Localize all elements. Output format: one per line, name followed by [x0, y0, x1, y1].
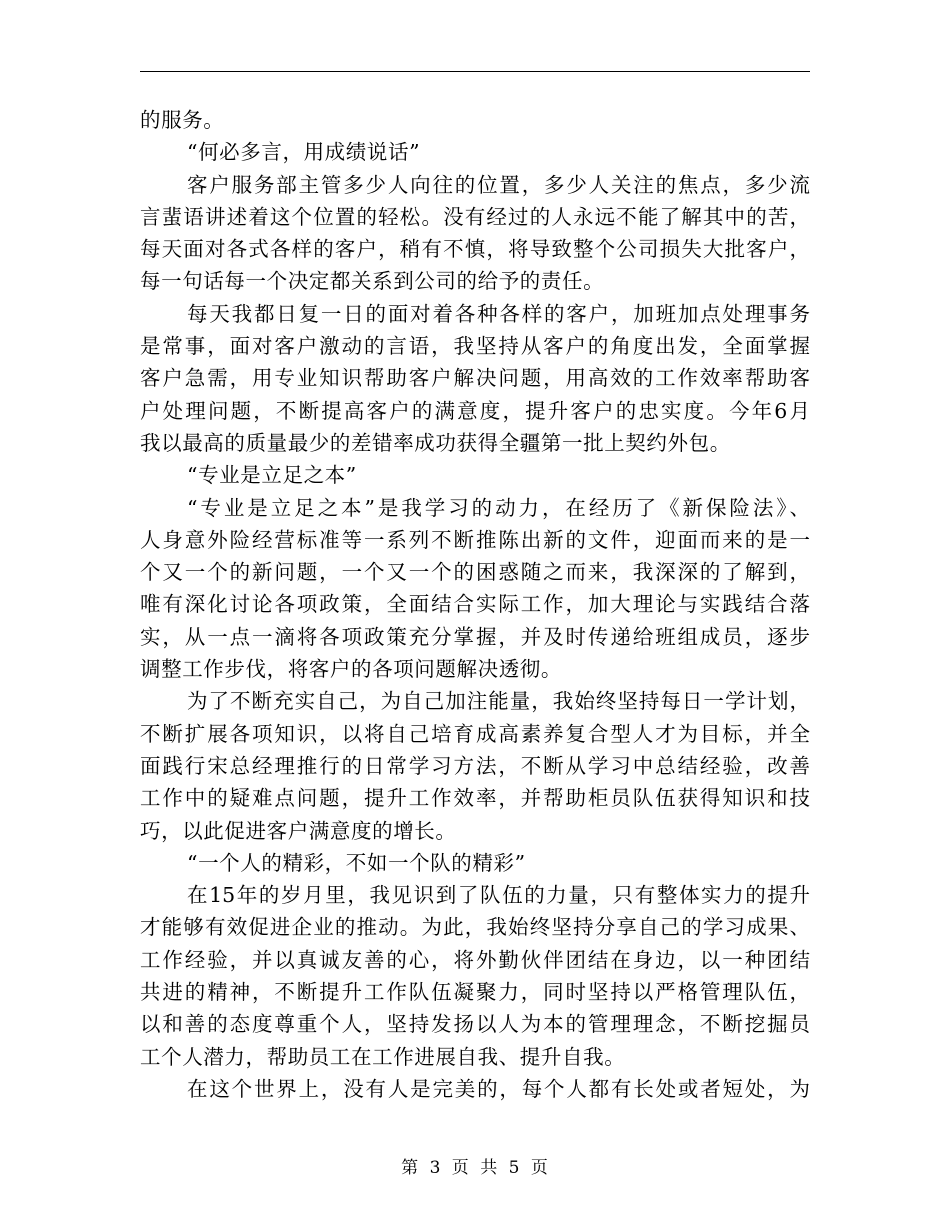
- footer-prefix: 第: [401, 1158, 420, 1178]
- footer-total-word: 共: [480, 1158, 499, 1178]
- text-line: 面践行宋总经理推行的日常学习方法，不断从学习中总结经验，改善: [140, 753, 810, 778]
- text-line: “何必多言，用成绩说话”: [187, 140, 421, 165]
- footer-suffix: 页: [530, 1158, 549, 1178]
- text-line: “专业是立足之本”是我学习的动力，在经历了《新保险法》、: [187, 495, 810, 520]
- text-line: 不断扩展各项知识，以将自己培育成高素养复合型人才为目标，并全: [140, 721, 810, 746]
- text-line: 工作经验，并以真诚友善的心，将外勤伙伴团结在身边，以一种团结: [140, 947, 810, 972]
- text-line: 调整工作步伐，将客户的各项问题解决透彻。: [140, 657, 562, 682]
- footer-current-page: 3: [429, 1158, 442, 1178]
- document-body: [140, 104, 810, 1105]
- footer-page-word: 页: [451, 1158, 470, 1178]
- text-line: 个又一个的新问题，一个又一个的困惑随之而来，我深深的了解到，: [140, 560, 810, 585]
- header-rule: [140, 71, 810, 72]
- text-line: 才能够有效促进企业的推动。为此，我始终坚持分享自己的学习成果、: [140, 915, 810, 940]
- text-line: 每一句话每一个决定都关系到公司的给予的责任。: [140, 269, 605, 294]
- text-line: 人身意外险经营标准等一系列不断推陈出新的文件，迎面而来的是一: [140, 527, 810, 552]
- text-line: 工作中的疑难点问题，提升工作效率，并帮助柜员队伍获得知识和技: [140, 786, 810, 811]
- footer-total-pages: 5: [508, 1158, 521, 1178]
- text-line: 户处理问题，不断提高客户的满意度，提升客户的忠实度。今年6月: [140, 398, 810, 423]
- text-line: 唯有深化讨论各项政策，全面结合实际工作，加大理论与实践结合落: [140, 592, 810, 617]
- text-line: 为了不断充实自己，为自己加注能量，我始终坚持每日一学计划，: [187, 689, 810, 714]
- text-line: “一个人的精彩，不如一个队的精彩”: [187, 850, 526, 875]
- text-line: 巧，以此促进客户满意度的增长。: [140, 818, 457, 843]
- text-line: 我以最高的质量最少的差错率成功获得全疆第一批上契约外包。: [140, 430, 731, 455]
- text-line: “专业是立足之本”: [187, 463, 357, 488]
- text-line: 共进的精神，不断提升工作队伍凝聚力，同时坚持以严格管理队伍，: [140, 980, 810, 1005]
- text-line: 是常事，面对客户激动的言语，我坚持从客户的角度出发，全面掌握: [140, 334, 810, 359]
- page-footer: [0, 1153, 950, 1178]
- text-line: 客户服务部主管多少人向往的位置，多少人关注的焦点，多少流: [187, 172, 810, 197]
- text-line: 在这个世界上，没有人是完美的，每个人都有长处或者短处，为: [187, 1076, 810, 1101]
- text-line: 每天面对各式各样的客户，稍有不慎，将导致整个公司损失大批客户，: [140, 237, 810, 262]
- text-line: 每天我都日复一日的面对着各种各样的客户，加班加点处理事务: [187, 301, 810, 326]
- text-line: 言蜚语讲述着这个位置的轻松。没有经过的人永远不能了解其中的苦，: [140, 204, 810, 229]
- text-line: 的服务。: [140, 108, 225, 132]
- text-line: 实，从一点一滴将各项政策充分掌握，并及时传递给班组成员，逐步: [140, 624, 810, 649]
- text-line: 在15年的岁月里，我见识到了队伍的力量，只有整体实力的提升: [187, 883, 810, 908]
- text-line: 以和善的态度尊重个人，坚持发扬以人为本的管理理念，不断挖掘员: [140, 1012, 810, 1037]
- text-line: 工个人潜力，帮助员工在工作进展自我、提升自我。: [140, 1044, 626, 1069]
- text-line: 客户急需，用专业知识帮助客户解决问题，用高效的工作效率帮助客: [140, 366, 810, 391]
